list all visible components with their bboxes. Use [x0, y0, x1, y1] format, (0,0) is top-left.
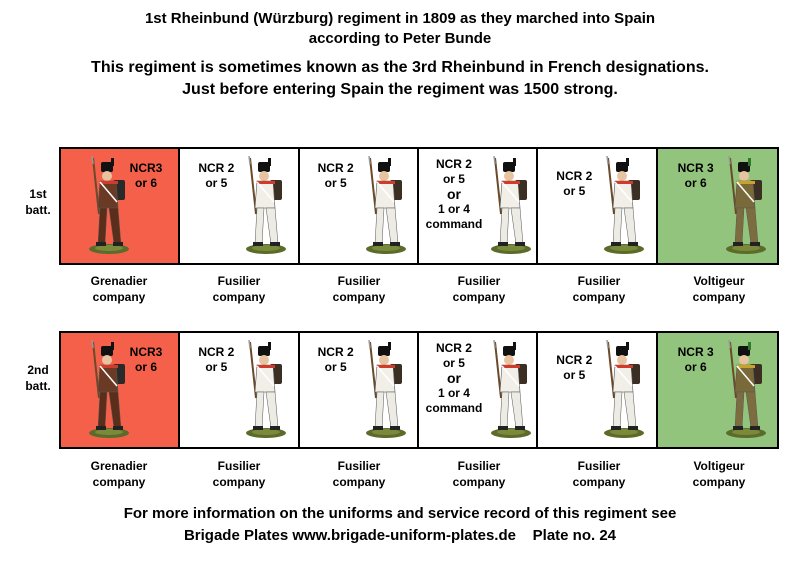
soldier-figure-image — [489, 340, 533, 443]
ncr-line: or 5 — [442, 172, 465, 186]
ncr-line: or 5 — [205, 176, 228, 190]
company-label-line: Fusilier — [337, 459, 381, 473]
soldier-figure-image — [602, 340, 646, 443]
company-label-line: Voltigeur — [693, 459, 745, 473]
company-label-line: company — [212, 290, 266, 304]
ncr-line: NCR 2 — [435, 157, 472, 171]
soldier-figure-image — [724, 156, 768, 259]
soldier-figure-image — [364, 156, 408, 259]
fusilier-cmd-company-cell — [419, 333, 538, 447]
ncr-rating — [421, 157, 487, 232]
company-label-line: company — [692, 475, 746, 489]
company-label — [299, 273, 419, 305]
company-label-line: company — [332, 475, 386, 489]
company-label — [59, 458, 179, 490]
company-label-line: Fusilier — [577, 274, 621, 288]
ncr-line: or 5 — [563, 184, 586, 198]
company-label-line: Grenadier — [90, 459, 148, 473]
ncr-line: or 5 — [324, 360, 347, 374]
fusilier-company-cell — [538, 149, 657, 263]
fusilier-company-cell — [538, 333, 657, 447]
company-label-line: Fusilier — [457, 274, 501, 288]
ncr-line: or — [446, 370, 461, 386]
battalion-label-line: 1st — [29, 187, 47, 201]
company-label — [419, 273, 539, 305]
battalion-row — [59, 147, 779, 265]
ncr-rating — [308, 161, 364, 191]
ncr-line: NCR 3 — [677, 161, 714, 175]
ncr-rating — [546, 353, 602, 383]
company-label-line: company — [692, 290, 746, 304]
ncr-line: or 6 — [684, 176, 707, 190]
company-label-line: company — [332, 290, 386, 304]
company-label — [539, 273, 659, 305]
company-label-line: company — [92, 475, 146, 489]
ncr-rating — [666, 161, 726, 191]
soldier-figure-image — [489, 156, 533, 259]
battalion-label — [18, 362, 58, 394]
battalion-label — [18, 186, 58, 218]
soldier-figure-image — [724, 340, 768, 443]
subtitle-line-2: Just before entering Spain the regiment was 1500 strong. — [182, 81, 618, 98]
company-label-line: company — [452, 290, 506, 304]
company-label-line: company — [92, 290, 146, 304]
ncr-rating — [546, 169, 602, 199]
battalion-label-line: batt. — [25, 203, 51, 217]
company-label-line: Fusilier — [217, 459, 261, 473]
soldier-figure-image — [602, 156, 646, 259]
ncr-line: or 6 — [684, 360, 707, 374]
company-label — [539, 458, 659, 490]
company-label — [419, 458, 539, 490]
company-label-line: company — [572, 475, 626, 489]
company-label — [59, 273, 179, 305]
ncr-line: or — [446, 186, 461, 202]
subtitle-line-1: This regiment is sometimes known as the 3rd Rheinbund in French designations. — [91, 59, 709, 76]
company-label-line: company — [452, 475, 506, 489]
title-line-1: 1st Rheinbund (Würzburg) regiment in 1809 as they marched into Spain — [144, 10, 656, 27]
company-label-line: Fusilier — [337, 274, 381, 288]
company-label-line: Fusilier — [577, 459, 621, 473]
footer-line-2[interactable]: Brigade Plates www.brigade-uniform-plates.de Plate no. 24 — [183, 527, 617, 544]
fusilier-company-cell — [180, 149, 299, 263]
battalion-row — [59, 331, 779, 449]
soldier-figure-image — [244, 340, 288, 443]
company-label — [179, 458, 299, 490]
company-label-line: Voltigeur — [693, 274, 745, 288]
soldier-figure-image — [244, 156, 288, 259]
grenadier-company-cell — [61, 149, 180, 263]
ncr-line: NCR 2 — [556, 169, 593, 183]
ncr-line: or 5 — [442, 356, 465, 370]
ncr-line: NCR3 — [129, 161, 163, 175]
ncr-line: NCR 3 — [677, 345, 714, 359]
company-label-line: Grenadier — [90, 274, 148, 288]
battalion-label-line: batt. — [25, 379, 51, 393]
soldier-figure-image — [87, 156, 131, 259]
title-line-2: according to Peter Bunde — [308, 30, 492, 47]
ncr-rating — [308, 345, 364, 375]
ncr-line: or 5 — [563, 368, 586, 382]
company-label-line: Fusilier — [457, 459, 501, 473]
ncr-line: NCR 2 — [556, 353, 593, 367]
fusilier-company-cell — [300, 149, 419, 263]
ncr-line: 1 or 4 — [437, 202, 470, 216]
soldier-figure-image — [364, 340, 408, 443]
ncr-line: command — [425, 401, 483, 415]
voltigeur-company-cell — [658, 333, 777, 447]
company-label — [659, 273, 779, 305]
ncr-rating — [188, 345, 244, 375]
ncr-rating — [421, 341, 487, 416]
ncr-line: NCR3 — [129, 345, 163, 359]
company-label-line: company — [572, 290, 626, 304]
battalion-label-line: 2nd — [27, 363, 49, 377]
fusilier-company-cell — [180, 333, 299, 447]
ncr-line: or 5 — [205, 360, 228, 374]
company-label-line: company — [212, 475, 266, 489]
grenadier-company-cell — [61, 333, 180, 447]
ncr-line: NCR 2 — [435, 341, 472, 355]
fusilier-cmd-company-cell — [419, 149, 538, 263]
soldier-figure-image — [87, 340, 131, 443]
ncr-line: command — [425, 217, 483, 231]
ncr-line: NCR 2 — [317, 161, 354, 175]
ncr-line: NCR 2 — [198, 161, 235, 175]
company-label — [299, 458, 419, 490]
ncr-line: or 6 — [134, 176, 157, 190]
ncr-rating — [188, 161, 244, 191]
footer-line-1: For more information on the uniforms and service record of this regiment see — [123, 505, 677, 522]
ncr-line: or 5 — [324, 176, 347, 190]
fusilier-company-cell — [300, 333, 419, 447]
company-label — [179, 273, 299, 305]
ncr-line: NCR 2 — [198, 345, 235, 359]
company-label-line: Fusilier — [217, 274, 261, 288]
ncr-line: 1 or 4 — [437, 386, 470, 400]
company-label — [659, 458, 779, 490]
ncr-line: NCR 2 — [317, 345, 354, 359]
voltigeur-company-cell — [658, 149, 777, 263]
ncr-line: or 6 — [134, 360, 157, 374]
ncr-rating — [666, 345, 726, 375]
